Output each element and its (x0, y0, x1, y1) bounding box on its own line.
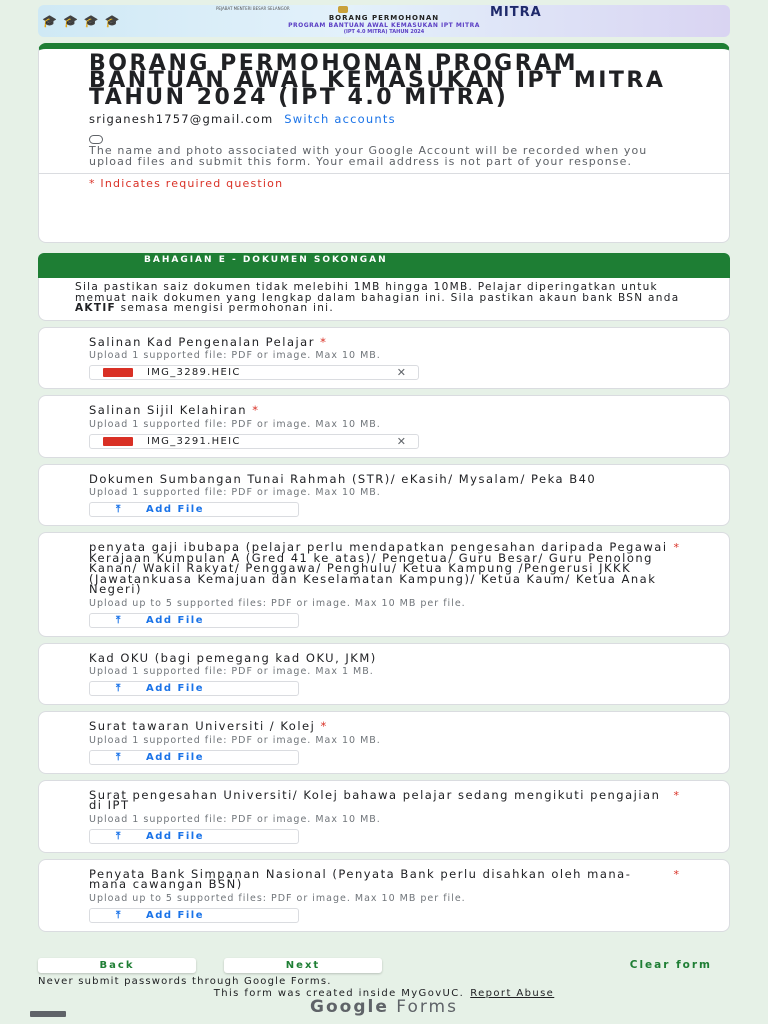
image-file-icon (103, 368, 133, 377)
required-note: * Indicates required question (89, 177, 284, 190)
password-warning: Never submit passwords through Google Forms. (38, 976, 332, 987)
google-forms-logo[interactable]: Google Forms (310, 997, 458, 1017)
question-birth-cert: Salinan Sijil Kelahiran * Upload 1 supported file: PDF or image. Max 10 MB. IMG_3291.HEIC ✕ (38, 395, 730, 458)
question-title: Kad OKU (bagi pemegang kad OKU, JKM) (89, 650, 377, 665)
close-icon[interactable]: ✕ (396, 366, 408, 379)
cloud-off-icon (89, 135, 103, 144)
switch-accounts-link[interactable]: Switch accounts (284, 112, 396, 126)
upload-icon: ⤒ (116, 909, 122, 921)
add-file-button[interactable]: ⤒ Add File (89, 681, 299, 696)
close-icon[interactable]: ✕ (396, 434, 408, 448)
report-abuse-link[interactable]: Report Abuse (470, 988, 555, 999)
upload-icon: ⤒ (116, 614, 122, 626)
question-salary (38, 532, 730, 637)
add-file-button[interactable]: ⤒ Add File (89, 908, 299, 923)
banner-tiny-text: PEJABAT MENTERI BESAR SELANGOR (216, 6, 290, 11)
question-title: Surat tawaran Universiti / Kolej (89, 719, 316, 733)
back-button[interactable]: Back (38, 958, 196, 973)
banner-line-1: BORANG PERMOHONAN (328, 14, 440, 22)
next-button[interactable]: Next (224, 958, 382, 973)
question-bank-statement (38, 859, 730, 932)
account-row (89, 112, 679, 126)
upload-hint: Upload 1 supported file: PDF or image. Max 10 MB. (89, 350, 381, 361)
upload-icon: ⤒ (116, 751, 122, 763)
form-navigation (38, 958, 730, 973)
file-name: IMG_3291.HEIC (147, 435, 241, 447)
crest-icon (338, 6, 348, 13)
question-title: Salinan Sijil Kelahiran (89, 403, 248, 417)
upload-hint: Upload 1 supported file: PDF or image. Max 10 MB. (89, 487, 381, 498)
question-title: Salinan Kad Pengenalan Pelajar (89, 334, 315, 349)
add-file-button[interactable]: ⤒ Add File (89, 750, 299, 765)
required-star: * (673, 788, 679, 802)
add-file-button[interactable]: ⤒ Add File (89, 829, 299, 844)
question-oku (38, 643, 730, 706)
uploaded-file-chip[interactable] (89, 365, 419, 380)
required-star: * (673, 541, 679, 554)
mitra-logo: MITRA (490, 5, 542, 20)
upload-hint: Upload 1 supported file: PDF or image. Max 10 MB. (89, 418, 381, 430)
question-offer-letter: Surat tawaran Universiti / Kolej * Upload 1 supported file: PDF or image. Max 10 MB. ⤒ Add File (38, 711, 730, 774)
question-title: Surat pengesahan Universiti/ Kolej bahawa pelajar sedang mengikuti pengajian di IPT (89, 787, 661, 812)
question-ic-copy: Salinan Kad Pengenalan Pelajar * Upload 1 supported file: PDF or image. Max 10 MB. IMG_3289.HEIC ✕ (38, 327, 730, 390)
image-file-icon (103, 437, 133, 446)
account-notice: The name and photo associated with your Google Account will be recorded when you upload files and submit this form. Your email address is not part of your response. (89, 144, 648, 168)
upload-icon: ⤒ (116, 683, 122, 694)
upload-hint: Upload up to 5 supported files: PDF or image. Max 10 MB per file. (89, 892, 466, 904)
required-star: * (673, 867, 679, 881)
question-title: Dokumen Sumbangan Tunai Rahmah (STR)/ eKasih/ Mysalam/ Peka B40 (89, 471, 597, 486)
upload-hint: Upload up to 5 supported files: PDF or image. Max 10 MB per file. (89, 597, 466, 609)
question-str (38, 464, 730, 527)
banner-line-2: PROGRAM BANTUAN AWAL KEMASUKAN IPT MITRA (288, 22, 480, 29)
question-verification-letter (38, 780, 730, 853)
section-description: Sila pastikan saiz dokumen tidak melebihi 1MB hingga 10MB. Pelajar diperingatkan untuk memuat naik dokumen yang lengkap dalam bahagian ini. Sila pastikan akaun bank BSN anda AKTIF semasa mengisi permohonan ini. (38, 278, 730, 321)
graduation-cap-icon: 🎓🎓🎓🎓 (42, 14, 126, 28)
upload-hint: Upload 1 supported file: PDF or image. Max 10 MB. (89, 813, 381, 825)
upload-icon: ⤒ (116, 504, 122, 515)
banner-line-3: (IPT 4.0 MITRA) TAHUN 2024 (343, 29, 425, 35)
question-title: Penyata Bank Simpanan Nasional (Penyata Bank perlu disahkan oleh mana-mana cawangan BSN) (89, 866, 632, 891)
form-title: BORANG PERMOHONAN PROGRAM BANTUAN AWAL KEMASUKAN IPT MITRA TAHUN 2024 (IPT 4.0 MITRA) (89, 51, 666, 110)
add-file-button[interactable]: ⤒ Add File (89, 502, 299, 517)
question-title: penyata gaji ibubapa (pelajar perlu mendapatkan pengesahan daripada Pegawai Kerajaan Kumpulan A (Gred 41 ke atas)/ Pengetua/ Guru Besar/ Guru Penolong Kanan/ Wakil Rakyat/ Penggawa/ Penghulu/ Ketua Kampung /Pengerusi JKKK (Jawatankuasa Kemajuan dan Keselamatan Kampung)/ Ketua Kaum/ Ketua Anak Negeri) (89, 540, 668, 596)
upload-icon: ⤒ (116, 830, 122, 842)
uploaded-file-chip[interactable] (89, 434, 419, 449)
created-note: This form was created inside MyGovUC. Report Abuse (213, 988, 555, 999)
form-header-card (38, 43, 730, 243)
upload-hint: Upload 1 supported file: PDF or image. Max 1 MB. (89, 666, 374, 677)
upload-hint: Upload 1 supported file: PDF or image. Max 10 MB. (89, 734, 381, 746)
clear-form-button[interactable]: Clear form (629, 959, 712, 971)
divider (39, 173, 729, 174)
account-email: sriganesh1757@gmail.com (89, 112, 274, 126)
section-heading: BAHAGIAN E - DOKUMEN SOKONGAN (38, 253, 730, 278)
add-file-button[interactable]: ⤒ Add File (89, 613, 299, 628)
file-name: IMG_3289.HEIC (147, 367, 241, 378)
grip-handle-icon (30, 1011, 66, 1017)
header-banner (38, 5, 730, 37)
